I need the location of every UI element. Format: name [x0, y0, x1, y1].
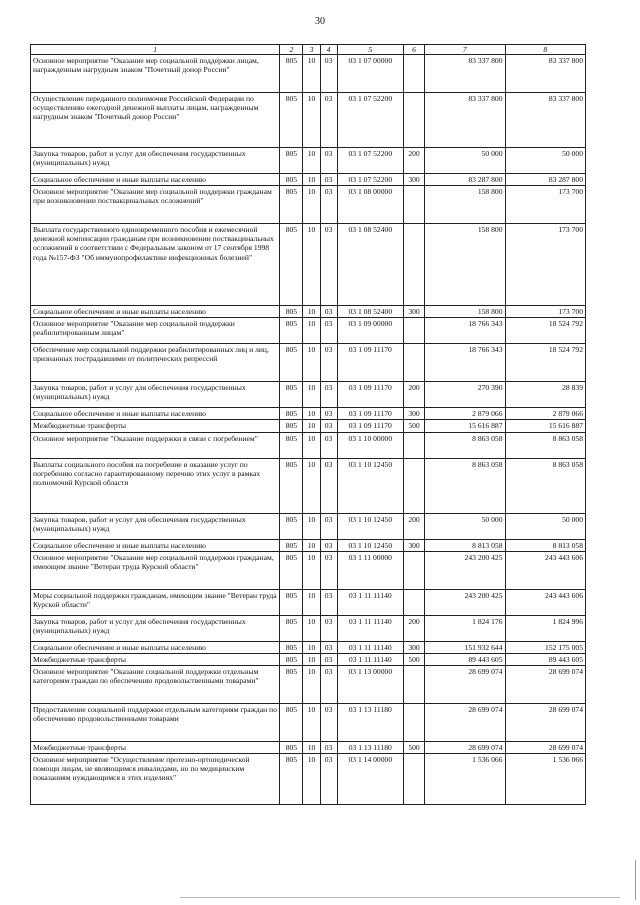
- amount-year-1: 8 863 058: [425, 458, 505, 513]
- header-col-3: 3: [303, 45, 320, 55]
- table-row: [31, 432, 586, 458]
- target-article: 03 1 11 11140: [337, 615, 403, 641]
- amount-year-2: 2 879 066: [505, 408, 586, 420]
- subsection-code: 03: [320, 224, 337, 306]
- amount-year-2: 243 443 606: [505, 589, 586, 615]
- subsection-code: 03: [320, 174, 337, 186]
- row-name: Межбюджетные трансферты: [31, 420, 280, 432]
- target-article: 03 1 09 11170: [337, 408, 403, 420]
- row-name: Основное мероприятие "Оказание мер социальной поддержки лицам, награжденным нагрудным знаком "Почетный донор России": [31, 55, 280, 93]
- subsection-code: 03: [320, 432, 337, 458]
- target-article: 03 1 13 11180: [337, 741, 403, 753]
- row-name: Меры социальной поддержки гражданам, имеющим звание "Ветеран труда Курской области": [31, 589, 280, 615]
- amount-year-2: 83 337 800: [505, 55, 586, 93]
- subsection-code: 03: [320, 306, 337, 318]
- table-row: [31, 382, 586, 408]
- table-row: [31, 458, 586, 513]
- scan-bottom-rule: [180, 897, 620, 898]
- target-article: 03 1 07 52200: [337, 93, 403, 148]
- amount-year-2: 83 287 800: [505, 174, 586, 186]
- target-article: 03 1 07 00000: [337, 55, 403, 93]
- target-article: 03 1 13 00000: [337, 665, 403, 703]
- amount-year-1: 28 699 074: [425, 741, 505, 753]
- expense-type: [403, 703, 424, 741]
- admin-code: 805: [280, 224, 303, 306]
- row-name: Основное мероприятие "Оказание поддержки в связи с погребением": [31, 432, 280, 458]
- admin-code: 805: [280, 382, 303, 408]
- row-name: Социальное обеспечение и иные выплаты населению: [31, 539, 280, 551]
- header-col-8: 8: [505, 45, 586, 55]
- row-name: Закупка товаров, работ и услуг для обеспечения государственных (муниципальных) нужд: [31, 382, 280, 408]
- amount-year-1: 158 800: [425, 186, 505, 224]
- amount-year-1: 1 824 176: [425, 615, 505, 641]
- row-name: Закупка товаров, работ и услуг для обеспечения государственных (муниципальных) нужд: [31, 513, 280, 539]
- section-code: 10: [303, 408, 320, 420]
- table-row: [31, 741, 586, 753]
- table-row: [31, 318, 586, 344]
- section-code: 10: [303, 186, 320, 224]
- section-code: 10: [303, 432, 320, 458]
- subsection-code: 03: [320, 753, 337, 804]
- section-code: 10: [303, 344, 320, 382]
- row-name: Социальное обеспечение и иные выплаты населению: [31, 174, 280, 186]
- table-row: [31, 539, 586, 551]
- amount-year-2: 152 175 005: [505, 641, 586, 653]
- section-code: 10: [303, 148, 320, 174]
- admin-code: 805: [280, 589, 303, 615]
- header-col-1: 1: [31, 45, 280, 55]
- amount-year-2: 28 699 074: [505, 703, 586, 741]
- amount-year-2: 8 813 058: [505, 539, 586, 551]
- admin-code: 805: [280, 641, 303, 653]
- admin-code: 805: [280, 186, 303, 224]
- subsection-code: 03: [320, 148, 337, 174]
- target-article: 03 1 11 00000: [337, 551, 403, 589]
- amount-year-1: 8 813 058: [425, 539, 505, 551]
- admin-code: 805: [280, 148, 303, 174]
- page-number: 30: [315, 16, 325, 27]
- section-code: 10: [303, 653, 320, 665]
- target-article: 03 1 08 00000: [337, 186, 403, 224]
- amount-year-1: 50 000: [425, 148, 505, 174]
- amount-year-1: 2 879 066: [425, 408, 505, 420]
- amount-year-2: 83 337 800: [505, 93, 586, 148]
- subsection-code: 03: [320, 741, 337, 753]
- amount-year-2: 89 443 605: [505, 653, 586, 665]
- table-row: [31, 186, 586, 224]
- row-name: Межбюджетные трансферты: [31, 653, 280, 665]
- table-row: [31, 513, 586, 539]
- amount-year-1: 18 766 343: [425, 344, 505, 382]
- table-row: [31, 615, 586, 641]
- expense-type: 500: [403, 420, 424, 432]
- amount-year-1: 270 390: [425, 382, 505, 408]
- target-article: 03 1 13 11180: [337, 703, 403, 741]
- subsection-code: 03: [320, 513, 337, 539]
- section-code: 10: [303, 458, 320, 513]
- expense-type: [403, 665, 424, 703]
- amount-year-2: 28 699 074: [505, 665, 586, 703]
- admin-code: 805: [280, 93, 303, 148]
- target-article: 03 1 11 11140: [337, 589, 403, 615]
- section-code: 10: [303, 55, 320, 93]
- amount-year-1: 83 287 800: [425, 174, 505, 186]
- table-row: [31, 93, 586, 148]
- target-article: 03 1 10 12450: [337, 539, 403, 551]
- target-article: 03 1 11 11140: [337, 641, 403, 653]
- section-code: 10: [303, 665, 320, 703]
- subsection-code: 03: [320, 420, 337, 432]
- table-row: [31, 174, 586, 186]
- amount-year-1: 158 800: [425, 306, 505, 318]
- subsection-code: 03: [320, 186, 337, 224]
- row-name: Основное мероприятие "Оказание мер социальной поддержки гражданам, имеющим звание "Ветеран труда Курской области": [31, 551, 280, 589]
- row-name: Основное мероприятие "Осуществление протезно-ортопедической помощи лицам, не являющимся инвалидами, но по медицинским показаниям нуждающимся в этих изделиях": [31, 753, 280, 804]
- amount-year-2: 173 700: [505, 306, 586, 318]
- target-article: 03 1 10 12450: [337, 513, 403, 539]
- subsection-code: 03: [320, 382, 337, 408]
- amount-year-2: 50 000: [505, 513, 586, 539]
- target-article: 03 1 09 11170: [337, 420, 403, 432]
- admin-code: 805: [280, 539, 303, 551]
- table-row: [31, 703, 586, 741]
- header-col-5: 5: [337, 45, 403, 55]
- section-code: 10: [303, 539, 320, 551]
- admin-code: 805: [280, 741, 303, 753]
- table-row: [31, 551, 586, 589]
- section-code: 10: [303, 551, 320, 589]
- amount-year-1: 89 443 605: [425, 653, 505, 665]
- amount-year-2: 50 000: [505, 148, 586, 174]
- target-article: 03 1 14 00000: [337, 753, 403, 804]
- subsection-code: 03: [320, 641, 337, 653]
- amount-year-1: 28 699 074: [425, 665, 505, 703]
- amount-year-2: 18 524 792: [505, 344, 586, 382]
- row-name: Выплаты социального пособия на погребение и оказание услуг по погребению согласно гарантированному перечню этих услуг в рамках полномочий Курской области: [31, 458, 280, 513]
- amount-year-2: 243 443 606: [505, 551, 586, 589]
- subsection-code: 03: [320, 458, 337, 513]
- subsection-code: 03: [320, 318, 337, 344]
- row-name: Основное мероприятие "Оказание мер социальной поддержки гражданам при возникновении поствакцинальных осложнений": [31, 186, 280, 224]
- section-code: 10: [303, 589, 320, 615]
- row-name: Социальное обеспечение и иные выплаты населению: [31, 408, 280, 420]
- admin-code: 805: [280, 653, 303, 665]
- row-name: Закупка товаров, работ и услуг для обеспечения государственных (муниципальных) нужд: [31, 615, 280, 641]
- amount-year-1: 151 932 644: [425, 641, 505, 653]
- amount-year-2: 8 863 058: [505, 458, 586, 513]
- expense-type: 500: [403, 741, 424, 753]
- target-article: 03 1 10 00000: [337, 432, 403, 458]
- target-article: 03 1 07 52200: [337, 174, 403, 186]
- admin-code: 805: [280, 551, 303, 589]
- admin-code: 805: [280, 753, 303, 804]
- subsection-code: 03: [320, 93, 337, 148]
- budget-table: [30, 44, 586, 805]
- amount-year-1: 243 200 425: [425, 589, 505, 615]
- header-col-2: 2: [280, 45, 303, 55]
- amount-year-1: 243 200 425: [425, 551, 505, 589]
- amount-year-1: 8 863 058: [425, 432, 505, 458]
- section-code: 10: [303, 741, 320, 753]
- row-name: Закупка товаров, работ и услуг для обеспечения государственных (муниципальных) нужд: [31, 148, 280, 174]
- expense-type: 300: [403, 174, 424, 186]
- amount-year-1: 1 536 066: [425, 753, 505, 804]
- admin-code: 805: [280, 408, 303, 420]
- admin-code: 805: [280, 174, 303, 186]
- admin-code: 805: [280, 665, 303, 703]
- subsection-code: 03: [320, 344, 337, 382]
- table-row: [31, 653, 586, 665]
- amount-year-1: 15 616 887: [425, 420, 505, 432]
- subsection-code: 03: [320, 551, 337, 589]
- target-article: 03 1 10 12450: [337, 458, 403, 513]
- amount-year-2: 173 700: [505, 224, 586, 306]
- scan-edge-mark: [635, 860, 636, 900]
- expense-type: [403, 551, 424, 589]
- header-col-7: 7: [425, 45, 505, 55]
- amount-year-2: 18 524 792: [505, 318, 586, 344]
- expense-type: 300: [403, 306, 424, 318]
- header-col-6: 6: [403, 45, 424, 55]
- row-name: Основное мероприятие "Оказание мер социальной поддержки реабилитированным лицам": [31, 318, 280, 344]
- subsection-code: 03: [320, 55, 337, 93]
- section-code: 10: [303, 513, 320, 539]
- target-article: 03 1 09 11170: [337, 382, 403, 408]
- admin-code: 805: [280, 420, 303, 432]
- row-name: Осуществление переданного полномочия Российской Федерации по осуществлению ежегодной денежной выплаты лицам, награжденным нагрудным знаком "Почетный донор России": [31, 93, 280, 148]
- expense-type: [403, 458, 424, 513]
- table-row: [31, 306, 586, 318]
- subsection-code: 03: [320, 703, 337, 741]
- amount-year-1: 28 699 074: [425, 703, 505, 741]
- amount-year-2: 173 700: [505, 186, 586, 224]
- table-row: [31, 641, 586, 653]
- expense-type: [403, 344, 424, 382]
- header-row: [31, 45, 586, 55]
- expense-type: [403, 224, 424, 306]
- row-name: Социальное обеспечение и иные выплаты населению: [31, 641, 280, 653]
- expense-type: [403, 432, 424, 458]
- section-code: 10: [303, 641, 320, 653]
- table-row: [31, 408, 586, 420]
- expense-type: 300: [403, 641, 424, 653]
- admin-code: 805: [280, 458, 303, 513]
- target-article: 03 1 07 52200: [337, 148, 403, 174]
- section-code: 10: [303, 318, 320, 344]
- table-row: [31, 344, 586, 382]
- admin-code: 805: [280, 55, 303, 93]
- subsection-code: 03: [320, 589, 337, 615]
- row-name: Выплата государственного единовременного пособия и ежемесячной денежной компенсации гражданам при возникновении поствакцинальных осложнений в соответствии с Федеральным законом от 17 сентября 1998 года №157-ФЗ "Об иммунопрофилактике инфекционных болезней": [31, 224, 280, 306]
- expense-type: 200: [403, 513, 424, 539]
- target-article: 03 1 09 00000: [337, 318, 403, 344]
- amount-year-2: 28 839: [505, 382, 586, 408]
- expense-type: [403, 93, 424, 148]
- amount-year-2: 1 536 066: [505, 753, 586, 804]
- expense-type: [403, 753, 424, 804]
- amount-year-2: 1 824 996: [505, 615, 586, 641]
- expense-type: [403, 186, 424, 224]
- amount-year-2: 8 863 058: [505, 432, 586, 458]
- subsection-code: 03: [320, 615, 337, 641]
- section-code: 10: [303, 753, 320, 804]
- amount-year-1: 83 337 800: [425, 93, 505, 148]
- admin-code: 805: [280, 432, 303, 458]
- section-code: 10: [303, 306, 320, 318]
- table-row: [31, 148, 586, 174]
- section-code: 10: [303, 382, 320, 408]
- expense-type: 300: [403, 539, 424, 551]
- admin-code: 805: [280, 615, 303, 641]
- section-code: 10: [303, 93, 320, 148]
- amount-year-1: 83 337 800: [425, 55, 505, 93]
- row-name: Социальное обеспечение и иные выплаты населению: [31, 306, 280, 318]
- subsection-code: 03: [320, 665, 337, 703]
- section-code: 10: [303, 420, 320, 432]
- expense-type: 500: [403, 653, 424, 665]
- target-article: 03 1 08 52400: [337, 306, 403, 318]
- expense-type: 300: [403, 408, 424, 420]
- row-name: Межбюджетные трансферты: [31, 741, 280, 753]
- target-article: 03 1 11 11140: [337, 653, 403, 665]
- header-col-4: 4: [320, 45, 337, 55]
- admin-code: 805: [280, 513, 303, 539]
- expense-type: [403, 318, 424, 344]
- row-name: Обеспечение мер социальной поддержки реабилитированных лиц и лиц, признанных пострадавшими от политических репрессий: [31, 344, 280, 382]
- section-code: 10: [303, 174, 320, 186]
- expense-type: [403, 55, 424, 93]
- target-article: 03 1 09 11170: [337, 344, 403, 382]
- table-row: [31, 420, 586, 432]
- amount-year-1: 158 800: [425, 224, 505, 306]
- subsection-code: 03: [320, 653, 337, 665]
- admin-code: 805: [280, 318, 303, 344]
- expense-type: 200: [403, 615, 424, 641]
- target-article: 03 1 08 52400: [337, 224, 403, 306]
- expense-type: 200: [403, 148, 424, 174]
- row-name: Основное мероприятие "Оказание социальной поддержки отдельным категориям граждан по обеспечению продовольственными товарами": [31, 665, 280, 703]
- table-row: [31, 753, 586, 804]
- subsection-code: 03: [320, 408, 337, 420]
- table-row: [31, 55, 586, 93]
- admin-code: 805: [280, 306, 303, 318]
- expense-type: 200: [403, 382, 424, 408]
- table-row: [31, 665, 586, 703]
- table-row: [31, 224, 586, 306]
- amount-year-1: 50 000: [425, 513, 505, 539]
- amount-year-2: 28 699 074: [505, 741, 586, 753]
- amount-year-2: 15 616 887: [505, 420, 586, 432]
- section-code: 10: [303, 224, 320, 306]
- row-name: Предоставление социальной поддержки отдельным категориям граждан по обеспечению продовольственными товарами: [31, 703, 280, 741]
- section-code: 10: [303, 703, 320, 741]
- table-body: [31, 55, 586, 805]
- subsection-code: 03: [320, 539, 337, 551]
- section-code: 10: [303, 615, 320, 641]
- expense-type: [403, 589, 424, 615]
- admin-code: 805: [280, 344, 303, 382]
- admin-code: 805: [280, 703, 303, 741]
- amount-year-1: 18 766 343: [425, 318, 505, 344]
- table-row: [31, 589, 586, 615]
